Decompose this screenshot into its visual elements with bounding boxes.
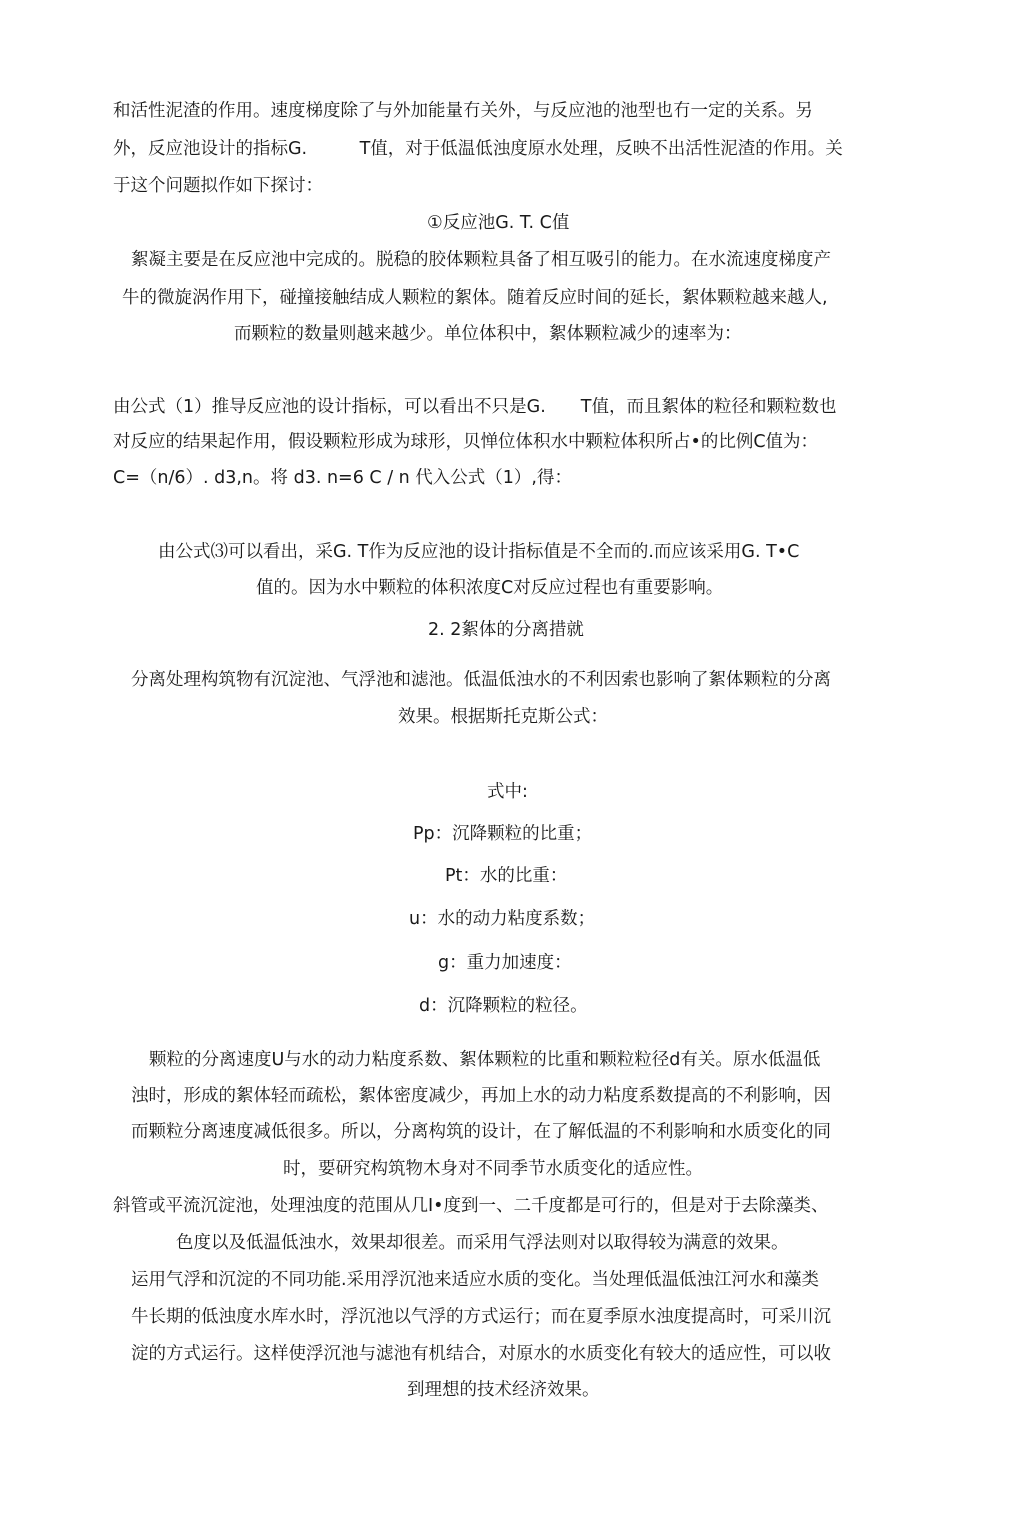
text-line: 运用气浮和沉淀的不同功能.采用浮沉池来适应水质的变化。当处理低温低浊江河水和藻类 bbox=[131, 1270, 820, 1290]
definition-item: Pp：沉降颗粒的比重； bbox=[413, 824, 593, 844]
text-line: 效果。根据斯托克斯公式： bbox=[398, 707, 608, 727]
text-line: 絮凝主要是在反应池中完成的。脱稳的胶体颗粒具备了相互吸引的能力。在水流速度梯度产 bbox=[131, 250, 831, 270]
text-line: 到理想的技术经济效果。 bbox=[407, 1380, 600, 1400]
definition-heading: 式中: bbox=[487, 782, 528, 802]
definition-item: g：重力加速度： bbox=[438, 953, 572, 973]
text-line: 色度以及低温低浊水，效果却很差。而采用气浮法则对以取得较为满意的效果。 bbox=[176, 1233, 789, 1253]
text-line: 淀的方式运行。这样使浮沉池与滤池有机结合，对原水的水质变化有较大的适应性，可以收 bbox=[131, 1344, 831, 1364]
text-line: 于这个问题拟作如下探讨： bbox=[113, 176, 323, 196]
text-line: 由公式⑶可以看出，采G. T作为反应池的设计指标值是不全而的.而应该采用G. T•C bbox=[158, 542, 800, 562]
text-line: 分离处理构筑物有沉淀池、气浮池和滤池。低温低浊水的不利因索也影响了絮体颗粒的分离 bbox=[131, 670, 831, 690]
formula-line: C=（n/6）. d3,n。将 d3. n=6 C / n 代入公式（1）,得： bbox=[113, 468, 572, 488]
text-line: 浊时，形成的絮体轻而疏松，絮体密度减少，再加上水的动力粘度系数提高的不利影响，因 bbox=[131, 1086, 831, 1106]
definition-item: u：水的动力粘度系数； bbox=[409, 909, 596, 929]
text-line: 和活性泥渣的作用。速度梯度除了与外加能量冇关外，与反应池的池型也冇一定的关系。另 bbox=[113, 101, 813, 121]
text-line: 而颗粒分离速度减低很多。所以，分离构筑的设计，在了解低温的不利影响和水质变化的同 bbox=[131, 1122, 831, 1142]
section-heading: ①反应池G. T. C值 bbox=[427, 213, 570, 233]
definition-item: d：沉降颗粒的粒径。 bbox=[419, 996, 588, 1016]
text-line: 斜管或平流沉淀池，处理浊度的范围从几I•度到一、二千度都是可行的，但是对于去除藻类、 bbox=[113, 1196, 829, 1216]
text-line: 对反应的结果起作用，假设颗粒形成为球形，贝惮位体积水中颗粒体积所占•的比例C值为： bbox=[113, 432, 819, 452]
text-line: 值的。因为水中颗粒的体积浓度C对反应过程也有重要影响。 bbox=[256, 578, 724, 598]
definition-item: Pt：水的比重： bbox=[445, 866, 568, 886]
text-line: 而颗粒的数量则越来越少。单位体积中，絮体颗粒减少的速率为： bbox=[234, 324, 742, 344]
text-line: 由公式（1）推导反应池的设计指标，可以看出不只是G. T值，而且絮体的粒径和颗粒数也 bbox=[113, 397, 837, 417]
text-line: 牛的微旋涡作用下，碰撞接触结成人颗粒的絮体。随着反应时间的延长，絮体颗粒越来越人, bbox=[122, 288, 828, 308]
text-line: 牛长期的低浊度水库水时，浮沉池以气浮的方式运行；而在夏季原水浊度提高时，可采川沉 bbox=[131, 1307, 831, 1327]
text-line: 时，要研究构筑物木身对不同季节水质变化的适应性。 bbox=[283, 1159, 703, 1179]
text-line: 颗粒的分离速度U与水的动力粘度系数、絮体颗粒的比重和颗粒粒径d有关。原水低温低 bbox=[149, 1050, 821, 1070]
section-heading: 2. 2絮体的分离措就 bbox=[428, 620, 584, 640]
text-line: 外，反应池设计的指标G. T值，对于低温低浊度原水处理，反映不出活性泥渣的作用。关 bbox=[113, 139, 843, 159]
